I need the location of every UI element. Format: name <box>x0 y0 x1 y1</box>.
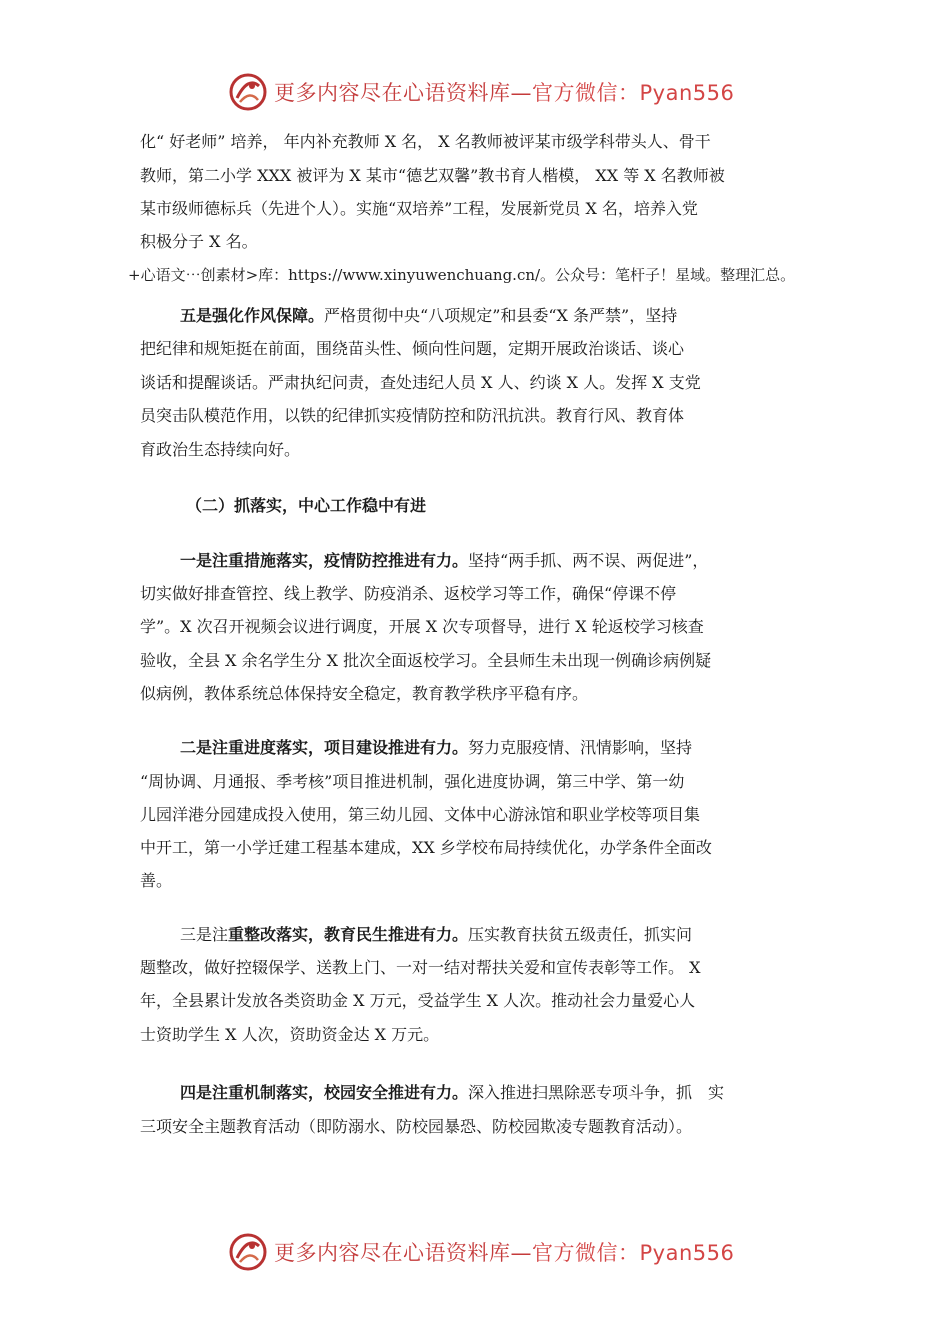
item5-first-line <box>180 306 830 326</box>
paragraph-line: “周协调、月通报、季考核”项目推进机制，强化进度协调，第三中学、第一幼 <box>140 772 685 791</box>
paragraph-line: 员突击队模范作用，以铁的纪律抓实疫情防控和防汛抗洪。教育行风、教育体 <box>140 406 685 425</box>
item3-lead-plain: 三是注 <box>180 925 229 944</box>
paragraph-line: 士资助学生 X 人次，资助资金达 X 万元。 <box>140 1025 440 1044</box>
banner-main: 更多内容尽在心语资料库— <box>274 1241 532 1265</box>
banner-wechat-id: Pyan556 <box>639 1241 735 1265</box>
paragraph-line: 中开工，第一小学迁建工程基本建成，XX 乡学校布局持续优化，办学条件全面改 <box>140 838 712 857</box>
banner-wechat-label: 官方微信： <box>532 1241 640 1265</box>
paragraph-line: 验收，全县 X 余名学生分 X 批次全面返校学习。全县师生未出现一例确诊病例疑 <box>140 651 712 670</box>
brand-logo-icon <box>228 1232 268 1272</box>
banner-text <box>274 1237 734 1267</box>
paragraph-line: 三项安全主题教育活动（即防溺水、防校园暴恐、防校园欺凌专题教育活动）。 <box>140 1117 693 1136</box>
item4-lead: 四是注重机制落实，校园安全推进有力。 <box>180 1083 469 1102</box>
paragraph-line: 年，全县累计发放各类资助金 X 万元，受益学生 X 人次。推动社会力量爱心人 <box>140 991 696 1010</box>
paragraph-line: 谈话和提醒谈话。严肃执纪问责，查处违纪人员 X 人、约谈 X 人。发挥 X 支党 <box>140 373 701 392</box>
item2-first-rest: 努力克服疫情、汛情影响，坚持 <box>468 738 693 757</box>
item4-first-line <box>180 1083 830 1103</box>
paragraph-line: 似病例，教体系统总体保持安全稳定，教育教学秩序平稳有序。 <box>140 684 589 703</box>
paragraph-line: 教师，第二小学 XXX 被评为 X 某市“德艺双馨”教书育人楷模， XX 等 X 名教师被 <box>140 166 725 185</box>
item5-lead: 五是强化作风保障。 <box>180 306 325 325</box>
paragraph-line: 善。 <box>140 871 173 890</box>
item1-first-line <box>180 551 830 571</box>
banner-text <box>274 77 734 107</box>
item5-first-rest: 严格贯彻中央“八项规定”和县委“X 条严禁”，坚持 <box>324 306 678 325</box>
banner-wechat-label: 官方微信： <box>532 81 640 105</box>
footer-banner <box>228 1232 734 1272</box>
paragraph-line: 切实做好排查管控、线上教学、防疫消杀、返校学习等工作，确保“停课不停 <box>140 584 677 603</box>
item2-lead: 二是注重进度落实，项目建设推进有力。 <box>180 738 469 757</box>
paragraph-line: 育政治生态持续向好。 <box>140 440 301 459</box>
brand-logo-icon <box>228 72 268 112</box>
banner-main: 更多内容尽在心语资料库— <box>274 81 532 105</box>
paragraph-line: 把纪律和规矩挺在前面，围绕苗头性、倾向性问题，定期开展政治谈话、谈心 <box>140 339 685 358</box>
paragraph-line: 学”。X 次召开视频会议进行调度，开展 X 次专项督导，进行 X 轮返校学习核查 <box>140 617 704 636</box>
section-heading: （二）抓落实，中心工作稳中有进 <box>186 496 427 515</box>
item1-lead: 一是注重措施落实，疫情防控推进有力。 <box>180 551 469 570</box>
banner-wechat-id: Pyan556 <box>639 81 735 105</box>
paragraph-line: 题整改，做好控辍保学、送教上门、一对一结对帮扶关爱和宣传表彰等工作。 X <box>140 958 701 977</box>
paragraph-line: 化“ 好老师” 培养， 年内补充教师 X 名， X 名教师被评某市级学科带头人、骨干 <box>140 132 711 151</box>
paragraph-line: 某市级师德标兵（先进个人）。实施“双培养”工程，发展新党员 X 名，培养入党 <box>140 199 698 218</box>
header-banner <box>228 72 734 112</box>
item3-first-rest: 压实教育扶贫五级责任，抓实问 <box>468 925 693 944</box>
item2-first-line <box>180 738 830 758</box>
item4-first-rest: 深入推进扫黑除恶专项斗争，抓 实 <box>468 1083 725 1102</box>
item3-lead: 重整改落实，教育民生推进有力。 <box>228 925 469 944</box>
source-note: +心语文⋯创素材>库：https://www.xinyuwenchuang.cn/。公众号：笔杆子！星域。整理汇总。 <box>128 266 796 284</box>
item3-first-line <box>180 925 830 945</box>
paragraph-line: 积极分子 X 名。 <box>140 232 258 251</box>
paragraph-line: 儿园洋港分园建成投入使用，第三幼儿园、文体中心游泳馆和职业学校等项目集 <box>140 805 701 824</box>
item1-first-rest: 坚持“两手抓、两不误、两促进”， <box>468 551 709 570</box>
